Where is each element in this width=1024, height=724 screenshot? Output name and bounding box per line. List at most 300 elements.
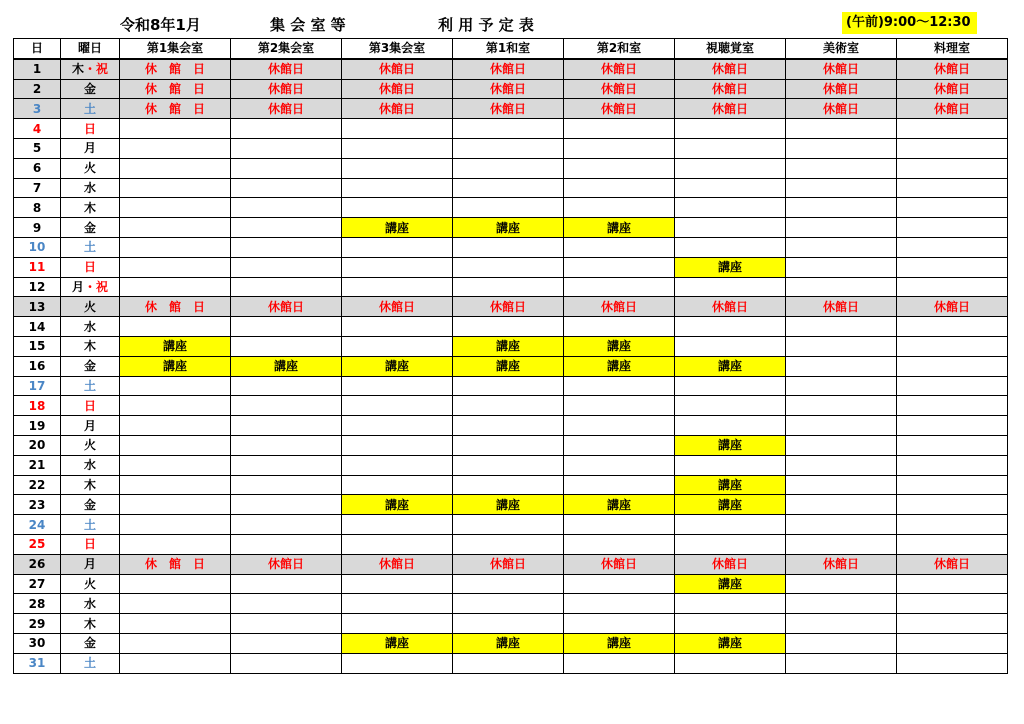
lecture-cell: 講座 — [453, 336, 564, 356]
table-row — [14, 336, 1008, 356]
empty-cell — [453, 396, 564, 416]
day-cell: 2 — [14, 79, 61, 99]
table-row — [14, 277, 1008, 297]
empty-cell — [897, 218, 1008, 238]
empty-cell — [342, 534, 453, 554]
closed-cell: 休館日 — [453, 79, 564, 99]
schedule-table — [13, 38, 1008, 674]
day-cell: 21 — [14, 455, 61, 475]
empty-cell — [231, 396, 342, 416]
schedule-subtitle: 利 用 予 定 表 — [438, 16, 534, 34]
lecture-cell: 講座 — [453, 218, 564, 238]
closed-cell: 休館日 — [564, 554, 675, 574]
empty-cell — [342, 198, 453, 218]
empty-cell — [120, 416, 231, 436]
empty-cell — [231, 138, 342, 158]
closed-cell: 休館日 — [453, 554, 564, 574]
table-row — [14, 435, 1008, 455]
closed-cell: 休 館 日 — [120, 79, 231, 99]
day-cell: 26 — [14, 554, 61, 574]
empty-cell — [231, 119, 342, 139]
empty-cell — [786, 336, 897, 356]
empty-cell — [897, 119, 1008, 139]
day-cell: 11 — [14, 257, 61, 277]
empty-cell — [453, 317, 564, 337]
empty-cell — [120, 574, 231, 594]
empty-cell — [564, 237, 675, 257]
weekday-label: 月 — [83, 418, 96, 433]
empty-cell — [564, 435, 675, 455]
empty-cell — [786, 653, 897, 673]
empty-cell — [342, 475, 453, 495]
weekday-label: 土 — [83, 101, 96, 116]
weekday-cell — [61, 614, 120, 634]
lecture-cell: 講座 — [675, 475, 786, 495]
closed-cell: 休館日 — [453, 99, 564, 119]
lecture-cell: 講座 — [453, 356, 564, 376]
weekday-label: 月 — [83, 557, 96, 572]
empty-cell — [897, 237, 1008, 257]
empty-cell — [342, 336, 453, 356]
closed-cell: 休館日 — [342, 79, 453, 99]
table-row — [14, 376, 1008, 396]
closed-cell: 休館日 — [675, 79, 786, 99]
lecture-cell: 講座 — [564, 495, 675, 515]
closed-cell: 休 館 日 — [120, 99, 231, 119]
empty-cell — [897, 198, 1008, 218]
table-row — [14, 99, 1008, 119]
weekday-label: 火 — [83, 161, 96, 176]
closed-cell: 休館日 — [564, 297, 675, 317]
weekday-label: 金 — [83, 220, 96, 235]
empty-cell — [120, 119, 231, 139]
empty-cell — [342, 416, 453, 436]
table-row — [14, 257, 1008, 277]
empty-cell — [120, 277, 231, 297]
empty-cell — [453, 416, 564, 436]
empty-cell — [231, 475, 342, 495]
weekday-label: 土 — [83, 240, 96, 255]
empty-cell — [786, 119, 897, 139]
day-cell: 14 — [14, 317, 61, 337]
lecture-cell: 講座 — [675, 574, 786, 594]
empty-cell — [453, 614, 564, 634]
empty-cell — [231, 218, 342, 238]
column-header-weekday: 曜日 — [61, 39, 120, 59]
closed-cell: 休館日 — [231, 59, 342, 79]
empty-cell — [120, 653, 231, 673]
table-header-row — [14, 39, 1008, 59]
weekday-cell — [61, 515, 120, 535]
weekday-cell — [61, 178, 120, 198]
empty-cell — [231, 515, 342, 535]
empty-cell — [120, 435, 231, 455]
empty-cell — [897, 653, 1008, 673]
empty-cell — [453, 594, 564, 614]
day-cell: 5 — [14, 138, 61, 158]
weekday-cell — [61, 297, 120, 317]
lecture-cell: 講座 — [675, 633, 786, 653]
schedule-title: 集 会 室 等 — [270, 16, 346, 34]
column-header-art-room: 美術室 — [786, 39, 897, 59]
closed-cell: 休館日 — [786, 297, 897, 317]
empty-cell — [786, 534, 897, 554]
day-cell: 4 — [14, 119, 61, 139]
empty-cell — [897, 534, 1008, 554]
empty-cell — [564, 257, 675, 277]
empty-cell — [453, 455, 564, 475]
empty-cell — [564, 455, 675, 475]
empty-cell — [453, 376, 564, 396]
empty-cell — [231, 614, 342, 634]
table-row — [14, 59, 1008, 79]
empty-cell — [675, 653, 786, 673]
empty-cell — [786, 594, 897, 614]
empty-cell — [120, 376, 231, 396]
empty-cell — [564, 119, 675, 139]
weekday-label: 火 — [83, 438, 96, 453]
empty-cell — [453, 178, 564, 198]
closed-cell: 休館日 — [786, 99, 897, 119]
weekday-label: 月 — [71, 279, 84, 294]
empty-cell — [231, 237, 342, 257]
closed-cell: 休館日 — [231, 79, 342, 99]
weekday-cell — [61, 356, 120, 376]
empty-cell — [453, 574, 564, 594]
day-cell: 19 — [14, 416, 61, 436]
empty-cell — [120, 237, 231, 257]
empty-cell — [453, 119, 564, 139]
table-row — [14, 119, 1008, 139]
day-cell: 25 — [14, 534, 61, 554]
table-row — [14, 198, 1008, 218]
empty-cell — [453, 257, 564, 277]
empty-cell — [564, 158, 675, 178]
empty-cell — [897, 257, 1008, 277]
lecture-cell: 講座 — [120, 356, 231, 376]
closed-cell: 休館日 — [897, 59, 1008, 79]
weekday-cell — [61, 416, 120, 436]
weekday-cell — [61, 455, 120, 475]
empty-cell — [675, 138, 786, 158]
closed-cell: 休館日 — [897, 99, 1008, 119]
column-header-washitsu-1: 第1和室 — [453, 39, 564, 59]
empty-cell — [897, 594, 1008, 614]
empty-cell — [342, 455, 453, 475]
empty-cell — [564, 178, 675, 198]
empty-cell — [564, 317, 675, 337]
weekday-cell — [61, 534, 120, 554]
table-row — [14, 614, 1008, 634]
day-cell: 29 — [14, 614, 61, 634]
empty-cell — [786, 435, 897, 455]
weekday-label: 日 — [83, 260, 96, 275]
empty-cell — [231, 257, 342, 277]
closed-cell: 休館日 — [786, 59, 897, 79]
empty-cell — [231, 416, 342, 436]
weekday-cell — [61, 396, 120, 416]
empty-cell — [453, 198, 564, 218]
empty-cell — [120, 218, 231, 238]
empty-cell — [675, 178, 786, 198]
empty-cell — [564, 534, 675, 554]
empty-cell — [342, 257, 453, 277]
empty-cell — [786, 218, 897, 238]
empty-cell — [453, 534, 564, 554]
empty-cell — [786, 633, 897, 653]
lecture-cell: 講座 — [342, 633, 453, 653]
empty-cell — [120, 594, 231, 614]
empty-cell — [453, 435, 564, 455]
day-cell: 16 — [14, 356, 61, 376]
column-header-room-1: 第1集会室 — [120, 39, 231, 59]
weekday-cell — [61, 336, 120, 356]
lecture-cell: 講座 — [564, 336, 675, 356]
empty-cell — [231, 277, 342, 297]
schedule-body — [14, 59, 1008, 673]
empty-cell — [897, 138, 1008, 158]
weekday-cell — [61, 495, 120, 515]
closed-cell: 休 館 日 — [120, 554, 231, 574]
weekday-cell — [61, 237, 120, 257]
closed-cell: 休館日 — [786, 79, 897, 99]
empty-cell — [342, 158, 453, 178]
lecture-cell: 講座 — [342, 356, 453, 376]
empty-cell — [342, 376, 453, 396]
empty-cell — [786, 515, 897, 535]
empty-cell — [120, 515, 231, 535]
day-cell: 27 — [14, 574, 61, 594]
closed-cell: 休館日 — [342, 554, 453, 574]
weekday-cell — [61, 138, 120, 158]
lecture-cell: 講座 — [564, 218, 675, 238]
empty-cell — [231, 376, 342, 396]
empty-cell — [786, 158, 897, 178]
closed-cell: 休 館 日 — [120, 59, 231, 79]
table-row — [14, 534, 1008, 554]
table-row — [14, 594, 1008, 614]
empty-cell — [675, 376, 786, 396]
lecture-cell: 講座 — [675, 356, 786, 376]
empty-cell — [675, 515, 786, 535]
empty-cell — [897, 633, 1008, 653]
weekday-label: 水 — [83, 596, 96, 611]
weekday-label: 金 — [83, 636, 96, 651]
empty-cell — [453, 653, 564, 673]
empty-cell — [897, 336, 1008, 356]
empty-cell — [786, 416, 897, 436]
day-cell: 31 — [14, 653, 61, 673]
day-cell: 9 — [14, 218, 61, 238]
table-row — [14, 317, 1008, 337]
lecture-cell: 講座 — [231, 356, 342, 376]
lecture-cell: 講座 — [453, 633, 564, 653]
day-cell: 13 — [14, 297, 61, 317]
weekday-cell — [61, 257, 120, 277]
weekday-label: 水 — [83, 319, 96, 334]
time-slot-badge: (午前)9:00～12:30 — [842, 12, 977, 34]
empty-cell — [897, 574, 1008, 594]
empty-cell — [453, 237, 564, 257]
closed-cell: 休館日 — [453, 59, 564, 79]
column-header-cooking-room: 料理室 — [897, 39, 1008, 59]
day-cell: 10 — [14, 237, 61, 257]
empty-cell — [453, 515, 564, 535]
empty-cell — [786, 237, 897, 257]
empty-cell — [675, 277, 786, 297]
empty-cell — [120, 317, 231, 337]
day-cell: 1 — [14, 59, 61, 79]
weekday-label: 水 — [83, 458, 96, 473]
table-row — [14, 297, 1008, 317]
empty-cell — [453, 277, 564, 297]
empty-cell — [342, 138, 453, 158]
day-cell: 7 — [14, 178, 61, 198]
empty-cell — [120, 158, 231, 178]
day-cell: 15 — [14, 336, 61, 356]
day-cell: 20 — [14, 435, 61, 455]
weekday-label: 火 — [83, 299, 96, 314]
empty-cell — [564, 376, 675, 396]
empty-cell — [786, 574, 897, 594]
weekday-cell — [61, 475, 120, 495]
weekday-cell — [61, 119, 120, 139]
day-cell: 30 — [14, 633, 61, 653]
holiday-mark: ・祝 — [84, 279, 109, 294]
empty-cell — [231, 198, 342, 218]
closed-cell: 休館日 — [231, 99, 342, 119]
empty-cell — [786, 317, 897, 337]
weekday-label: 木 — [83, 616, 96, 631]
empty-cell — [564, 594, 675, 614]
column-header-room-3: 第3集会室 — [342, 39, 453, 59]
empty-cell — [897, 455, 1008, 475]
table-row — [14, 416, 1008, 436]
closed-cell: 休館日 — [675, 99, 786, 119]
empty-cell — [675, 237, 786, 257]
empty-cell — [675, 594, 786, 614]
empty-cell — [342, 614, 453, 634]
column-header-room-2: 第2集会室 — [231, 39, 342, 59]
empty-cell — [231, 435, 342, 455]
closed-cell: 休館日 — [564, 79, 675, 99]
lecture-cell: 講座 — [675, 495, 786, 515]
weekday-label: 土 — [83, 378, 96, 393]
holiday-mark: ・祝 — [84, 62, 109, 77]
empty-cell — [675, 396, 786, 416]
empty-cell — [231, 633, 342, 653]
closed-cell: 休館日 — [675, 59, 786, 79]
table-row — [14, 653, 1008, 673]
lecture-cell: 講座 — [453, 495, 564, 515]
empty-cell — [897, 158, 1008, 178]
table-row — [14, 218, 1008, 238]
weekday-cell — [61, 198, 120, 218]
weekday-label: 火 — [83, 576, 96, 591]
day-cell: 22 — [14, 475, 61, 495]
empty-cell — [675, 218, 786, 238]
weekday-label: 日 — [83, 398, 96, 413]
table-row — [14, 495, 1008, 515]
empty-cell — [897, 178, 1008, 198]
empty-cell — [342, 119, 453, 139]
empty-cell — [897, 416, 1008, 436]
weekday-cell — [61, 317, 120, 337]
table-row — [14, 79, 1008, 99]
lecture-cell: 講座 — [564, 356, 675, 376]
closed-cell: 休館日 — [675, 297, 786, 317]
empty-cell — [897, 515, 1008, 535]
weekday-cell — [61, 79, 120, 99]
empty-cell — [342, 574, 453, 594]
weekday-label: 土 — [83, 656, 96, 671]
table-row — [14, 158, 1008, 178]
closed-cell: 休館日 — [342, 59, 453, 79]
empty-cell — [564, 574, 675, 594]
empty-cell — [786, 614, 897, 634]
empty-cell — [564, 396, 675, 416]
day-cell: 23 — [14, 495, 61, 515]
empty-cell — [231, 495, 342, 515]
weekday-label: 金 — [83, 497, 96, 512]
column-header-washitsu-2: 第2和室 — [564, 39, 675, 59]
weekday-cell — [61, 376, 120, 396]
weekday-cell — [61, 435, 120, 455]
empty-cell — [342, 178, 453, 198]
weekday-label: 水 — [83, 180, 96, 195]
empty-cell — [231, 455, 342, 475]
empty-cell — [120, 614, 231, 634]
lecture-cell: 講座 — [342, 495, 453, 515]
lecture-cell: 講座 — [120, 336, 231, 356]
empty-cell — [342, 515, 453, 535]
day-cell: 18 — [14, 396, 61, 416]
empty-cell — [453, 138, 564, 158]
closed-cell: 休館日 — [675, 554, 786, 574]
empty-cell — [342, 435, 453, 455]
weekday-label: 月 — [83, 141, 96, 156]
empty-cell — [231, 534, 342, 554]
empty-cell — [120, 138, 231, 158]
empty-cell — [564, 614, 675, 634]
table-row — [14, 396, 1008, 416]
empty-cell — [120, 257, 231, 277]
empty-cell — [897, 614, 1008, 634]
table-row — [14, 138, 1008, 158]
weekday-label: 金 — [83, 81, 96, 96]
empty-cell — [675, 317, 786, 337]
table-row — [14, 574, 1008, 594]
empty-cell — [564, 198, 675, 218]
empty-cell — [786, 475, 897, 495]
empty-cell — [897, 317, 1008, 337]
empty-cell — [564, 475, 675, 495]
table-row — [14, 237, 1008, 257]
empty-cell — [231, 574, 342, 594]
closed-cell: 休館日 — [897, 79, 1008, 99]
lecture-cell: 講座 — [675, 257, 786, 277]
table-row — [14, 475, 1008, 495]
column-header-day: 日 — [14, 39, 61, 59]
empty-cell — [897, 495, 1008, 515]
weekday-label: 木 — [83, 200, 96, 215]
empty-cell — [120, 198, 231, 218]
weekday-label: 日 — [83, 121, 96, 136]
column-header-av-room: 視聴覚室 — [675, 39, 786, 59]
empty-cell — [231, 336, 342, 356]
empty-cell — [675, 614, 786, 634]
table-row — [14, 455, 1008, 475]
